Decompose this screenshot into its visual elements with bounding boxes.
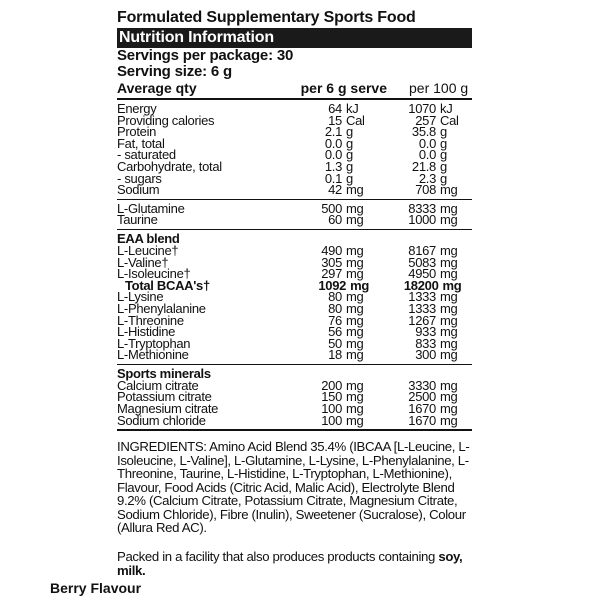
per-serve-unit: g: [346, 170, 353, 186]
per-100g-value: 5083: [408, 254, 436, 270]
per-100g-unit: mg: [440, 412, 458, 428]
per-100g-value: 1000: [408, 212, 436, 228]
per-serve-unit: mg: [350, 277, 369, 293]
nutrient-name: - sugars: [117, 170, 162, 186]
per-serve-unit: mg: [346, 412, 364, 428]
per-serve-unit: mg: [346, 312, 364, 328]
nutrient-name: L-Histidine: [117, 324, 176, 340]
per-100g-unit: g: [440, 158, 447, 174]
per-100g-unit: kJ: [440, 101, 453, 116]
per-serve-value: 80: [328, 289, 342, 305]
per-100g-unit: mg: [440, 182, 458, 198]
per-100g-unit: mg: [440, 300, 458, 316]
nutrient-name: Taurine: [117, 212, 158, 228]
nutrient-row: [117, 412, 472, 428]
per-serve-unit: mg: [346, 377, 364, 393]
per-serve-value: 0.1: [324, 170, 342, 186]
nutrition-table: [117, 100, 472, 431]
nutrition-section: [117, 200, 472, 230]
per-serve-value: 1.3: [324, 158, 342, 174]
per-serve-value: 18: [328, 347, 342, 363]
per-100g-value: 933: [415, 324, 436, 340]
per-100g-unit: Cal: [440, 112, 459, 128]
nutrient-name: Calcium citrate: [117, 377, 199, 393]
per-100g-unit: g: [440, 147, 447, 163]
per-serve-unit: mg: [346, 266, 364, 282]
per-100g-value: 3330: [408, 377, 436, 393]
per-100g-value: 833: [415, 335, 436, 351]
per-100g-value: 21.8: [411, 158, 436, 174]
per-100g-value: 2.3: [418, 170, 436, 186]
per-serve-unit: mg: [346, 347, 364, 363]
per-serve-unit: g: [346, 135, 353, 151]
per-serve-value: 64: [328, 101, 342, 116]
per-100g-unit: mg: [440, 401, 458, 417]
nutrient-name: L-Lysine: [117, 289, 164, 305]
nutrient-name: L-Methionine: [117, 347, 189, 363]
per-100g-unit: g: [440, 135, 447, 151]
per-serve-value: 100: [321, 401, 342, 417]
per-serve-value: 1092: [318, 277, 347, 293]
per-serve-value: 56: [328, 324, 342, 340]
per-serve-unit: kJ: [346, 101, 359, 116]
nutrition-panel: [117, 8, 472, 578]
per-serve-value: 490: [321, 242, 342, 258]
per-100g-unit: mg: [440, 335, 458, 351]
per-serve-value: 80: [328, 300, 342, 316]
product-title: Formulated Supplementary Sports Food: [117, 9, 416, 26]
servings-per-package: Servings per package: 30: [117, 47, 294, 64]
nutrient-name: Fat, total: [117, 135, 165, 151]
flavour-label: Berry Flavour: [50, 580, 142, 596]
per-serve-unit: g: [346, 158, 353, 174]
section-heading: Sports minerals: [117, 365, 211, 381]
per-100g-value: 1070: [408, 101, 436, 116]
per-100g-value: 257: [415, 112, 436, 128]
per-serve-value: 200: [321, 377, 342, 393]
ingredients-text: INGREDIENTS: Amino Acid Blend 35.4% (IBCAA [L-Leucine, L-Isoleucine, L-Valine], L-Glutamine, L-Lysine, L-Phenylalanine, L-Threonine, Taurine, L-Histidine, L-Tryptophan, L-Methionine), Flavour, Food Acids (Citric Acid, Malic Acid), Electrolyte Blend 9.2% (Calcium Citrate, Potassium Citrate, Magnesium Citrate, Sodium Chloride), Fibre (Inulin), Sweetener (Sucralose), Colour (Allura Red AC).: [117, 439, 470, 536]
per-100g-unit: mg: [440, 312, 458, 328]
nutrient-name: Sodium: [117, 182, 160, 198]
per-100g-unit: mg: [440, 389, 458, 405]
nutrient-name: L-Valine†: [117, 254, 169, 270]
nutrition-section: [117, 230, 472, 365]
nutrient-name: L-Isoleucine†: [117, 266, 191, 282]
per-serve-value: 150: [321, 389, 342, 405]
per-serve-unit: g: [346, 124, 353, 140]
table-header: [117, 80, 472, 100]
per-serve-unit: mg: [346, 335, 364, 351]
per-100g-unit: mg: [442, 277, 462, 293]
per-serve-unit: mg: [346, 200, 364, 216]
per-serve-unit: mg: [346, 254, 364, 270]
per-100g-value: 0.0: [418, 135, 436, 151]
per-100g-value: 1333: [408, 289, 436, 305]
per-serve-unit: g: [346, 147, 353, 163]
nutrient-name: L-Glutamine: [117, 200, 185, 216]
per-100g-unit: mg: [440, 289, 458, 305]
per-100g-unit: mg: [440, 266, 458, 282]
packed-prefix: Packed in a facility that also produces products containing: [117, 548, 439, 564]
per-100g-unit: mg: [440, 254, 458, 270]
per-100g-value: 1333: [408, 300, 436, 316]
per-serve-unit: mg: [346, 182, 364, 198]
per-100g-value: 300: [415, 347, 436, 363]
allergen-statement: [117, 550, 472, 578]
per-serve-value: 42: [328, 182, 342, 198]
per-100g-value: 708: [415, 182, 436, 198]
nutrient-name: L-Threonine: [117, 312, 184, 328]
nutrient-name: Protein: [117, 124, 157, 140]
nutrient-name: L-Leucine†: [117, 242, 179, 258]
nutrient-row: [117, 349, 472, 361]
per-100g-value: 8333: [408, 200, 436, 216]
per-serve-unit: mg: [346, 324, 364, 340]
nutrient-name: Energy: [117, 101, 157, 116]
per-serve-unit: mg: [346, 401, 364, 417]
per-serve-unit: mg: [346, 242, 364, 258]
nutrient-name: Providing calories: [117, 112, 215, 128]
nutrient-name: Carbohydrate, total: [117, 158, 222, 174]
per-serve-value: 305: [321, 254, 342, 270]
nutrient-name: Sodium chloride: [117, 412, 206, 428]
per-serve-value: 15: [328, 112, 342, 128]
per-100g-value: 1670: [408, 401, 436, 417]
nutrient-name: Total BCAA's†: [125, 277, 210, 293]
nutrient-name: L-Tryptophan: [117, 335, 191, 351]
per-100g-value: 1670: [408, 412, 436, 428]
per-serve-unit: Cal: [346, 112, 365, 128]
per-100g-unit: mg: [440, 347, 458, 363]
per-serve-unit: mg: [346, 300, 364, 316]
nutrient-row: [117, 214, 472, 226]
per-100g-unit: g: [440, 170, 447, 186]
per-100g-unit: mg: [440, 324, 458, 340]
per-100g-value: 4950: [408, 266, 436, 282]
per-serve-unit: mg: [346, 212, 364, 228]
per-100g-unit: g: [440, 124, 447, 140]
header-per-serve: per 6 g serve: [300, 80, 387, 96]
nutrient-name: L-Phenylalanine: [117, 300, 206, 316]
per-100g-value: 35.8: [411, 124, 436, 140]
per-serve-value: 60: [328, 212, 342, 228]
nutrient-name: Magnesium citrate: [117, 401, 219, 417]
per-serve-value: 2.1: [324, 124, 342, 140]
per-serve-value: 0.0: [324, 147, 342, 163]
allergen-list: soy, milk.: [117, 548, 463, 578]
nutrient-row: [117, 184, 472, 196]
nutrient-name: Potassium citrate: [117, 389, 212, 405]
per-serve-value: 297: [321, 266, 342, 282]
nutrition-section: [117, 100, 472, 200]
per-100g-value: 8167: [408, 242, 436, 258]
per-serve-value: 500: [321, 200, 342, 216]
per-100g-unit: mg: [440, 212, 458, 228]
per-100g-value: 18200: [403, 277, 439, 293]
per-100g-unit: mg: [440, 242, 458, 258]
per-100g-value: 2500: [408, 389, 436, 405]
per-serve-value: 76: [328, 312, 342, 328]
serving-size: Serving size: 6 g: [117, 63, 232, 80]
nutrition-information-bar: Nutrition Information: [117, 28, 472, 48]
header-average-qty: Average qty: [117, 80, 197, 96]
per-serve-value: 0.0: [324, 135, 342, 151]
per-serve-unit: mg: [346, 389, 364, 405]
per-serve-value: 50: [328, 335, 342, 351]
header-per-100g: per 100 g: [409, 80, 469, 96]
section-heading: EAA blend: [117, 230, 180, 246]
nutrition-section: [117, 365, 472, 431]
per-100g-value: 1267: [408, 312, 436, 328]
per-serve-unit: mg: [346, 289, 364, 305]
nutrient-name: - saturated: [117, 147, 176, 163]
per-100g-unit: mg: [440, 200, 458, 216]
per-100g-unit: mg: [440, 377, 458, 393]
per-100g-value: 0.0: [418, 147, 436, 163]
per-serve-value: 100: [321, 412, 342, 428]
